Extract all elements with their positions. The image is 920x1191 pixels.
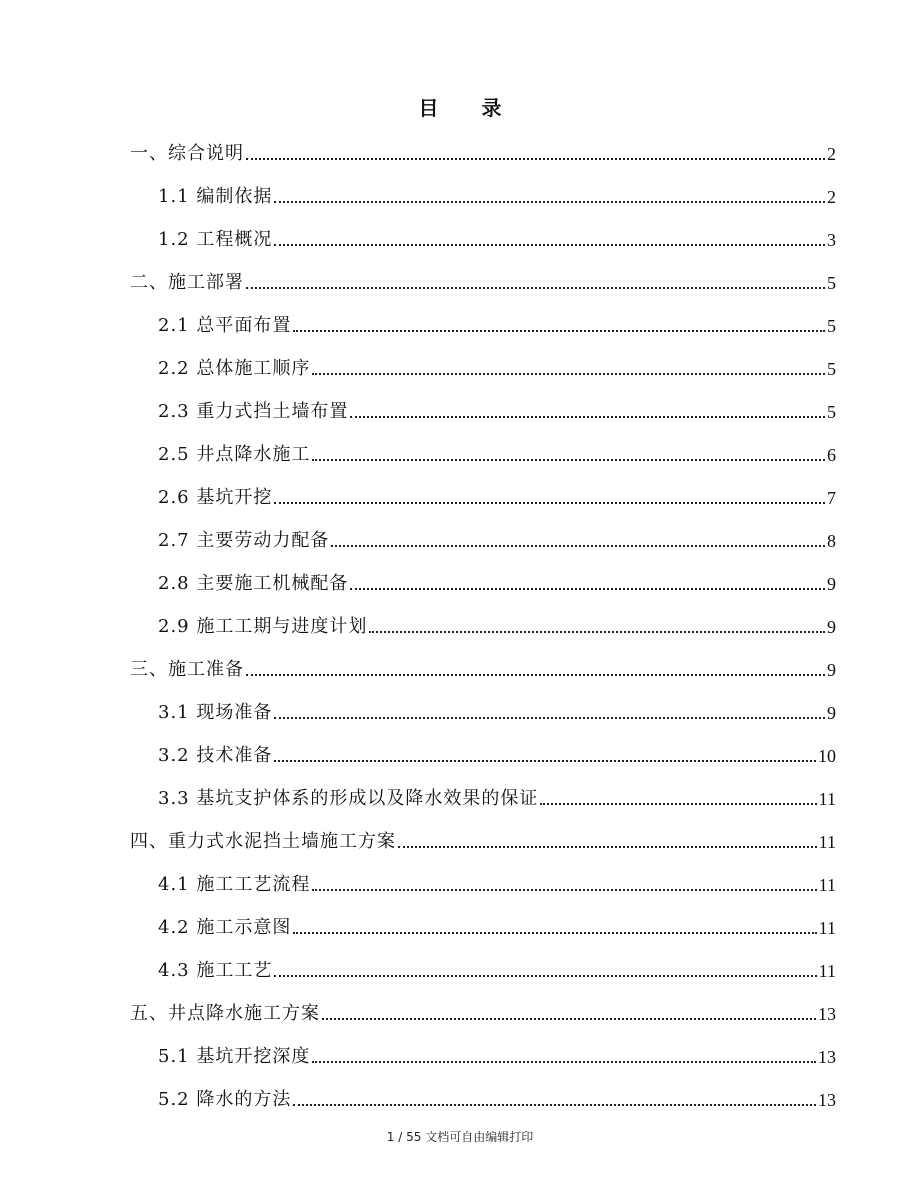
toc-subsection-entry[interactable] — [130, 773, 836, 816]
page-footer: 1 / 55 文档可自由编辑打印 — [386, 1130, 534, 1144]
dot-leader — [322, 1018, 816, 1020]
dot-leader — [246, 158, 825, 160]
toc-entry-page-number: 9 — [827, 660, 836, 680]
dot-leader — [246, 287, 825, 289]
toc-entry-page-number: 7 — [827, 488, 836, 508]
dot-leader — [398, 846, 817, 848]
toc-entry-label: 4.1 施工工艺流程 — [158, 874, 311, 895]
dot-leader — [246, 674, 825, 676]
toc-entry-page-number: 5 — [827, 359, 836, 379]
toc-section-entry[interactable] — [130, 816, 836, 859]
toc-section-entry[interactable] — [130, 988, 836, 1031]
toc-entry-label: 三、施工准备 — [130, 659, 244, 680]
dot-leader — [350, 416, 825, 418]
toc-entry-page-number: 9 — [827, 574, 836, 594]
dot-leader — [293, 330, 825, 332]
toc-subsection-entry[interactable] — [130, 343, 836, 386]
toc-entry-page-number: 5 — [827, 402, 836, 422]
dot-leader — [350, 588, 825, 590]
toc-subsection-entry[interactable] — [130, 171, 836, 214]
toc-entry-label: 2.6 基坑开挖 — [158, 487, 273, 508]
toc-entry-label: 3.2 技术准备 — [158, 745, 273, 766]
toc-entry-page-number: 2 — [827, 187, 836, 207]
dot-leader — [293, 932, 816, 934]
toc-entry-page-number: 10 — [818, 746, 836, 766]
toc-subsection-entry[interactable] — [130, 386, 836, 429]
toc-subsection-entry[interactable] — [130, 300, 836, 343]
toc-entry-label: 5.2 降水的方法 — [158, 1089, 292, 1110]
toc-entry-label: 五、井点降水施工方案 — [130, 1003, 320, 1024]
toc-subsection-entry[interactable] — [130, 1031, 836, 1074]
table-of-contents — [130, 128, 836, 1117]
toc-entry-page-number: 11 — [818, 875, 836, 895]
toc-entry-page-number: 9 — [827, 703, 836, 723]
dot-leader — [312, 459, 825, 461]
toc-entry-page-number: 11 — [818, 918, 836, 938]
toc-entry-page-number: 11 — [818, 789, 836, 809]
toc-subsection-entry[interactable] — [130, 945, 836, 988]
toc-entry-page-number: 8 — [827, 531, 836, 551]
dot-leader — [312, 889, 816, 891]
dot-leader — [274, 244, 825, 246]
toc-entry-label: 2.2 总体施工顺序 — [158, 358, 311, 379]
toc-entry-label: 四、重力式水泥挡土墙施工方案 — [130, 831, 396, 852]
toc-entry-label: 3.1 现场准备 — [158, 702, 273, 723]
toc-subsection-entry[interactable] — [130, 730, 836, 773]
toc-subsection-entry[interactable] — [130, 601, 836, 644]
toc-subsection-entry[interactable] — [130, 1074, 836, 1117]
toc-entry-label: 2.9 施工工期与进度计划 — [158, 616, 368, 637]
toc-section-entry[interactable] — [130, 644, 836, 687]
dot-leader — [312, 373, 825, 375]
toc-entry-page-number: 6 — [827, 445, 836, 465]
toc-entry-label: 2.3 重力式挡土墙布置 — [158, 401, 349, 422]
toc-section-entry[interactable] — [130, 128, 836, 171]
toc-entry-label: 2.5 井点降水施工 — [158, 444, 311, 465]
toc-title: 目 录 — [418, 96, 520, 120]
toc-subsection-entry[interactable] — [130, 214, 836, 257]
toc-section-entry[interactable] — [130, 257, 836, 300]
toc-entry-page-number: 2 — [827, 144, 836, 164]
toc-subsection-entry[interactable] — [130, 472, 836, 515]
dot-leader — [293, 1104, 816, 1106]
toc-entry-page-number: 9 — [827, 617, 836, 637]
toc-entry-label: 4.2 施工示意图 — [158, 917, 292, 938]
dot-leader — [369, 631, 825, 633]
toc-entry-label: 二、施工部署 — [130, 272, 244, 293]
toc-entry-label: 2.8 主要施工机械配备 — [158, 573, 349, 594]
toc-entry-label: 3.3 基坑支护体系的形成以及降水效果的保证 — [158, 788, 539, 809]
toc-subsection-entry[interactable] — [130, 429, 836, 472]
toc-subsection-entry[interactable] — [130, 902, 836, 945]
toc-entry-page-number: 5 — [827, 316, 836, 336]
dot-leader — [312, 1061, 816, 1063]
toc-entry-label: 4.3 施工工艺 — [158, 960, 273, 981]
toc-entry-label: 1.1 编制依据 — [158, 186, 273, 207]
toc-subsection-entry[interactable] — [130, 515, 836, 558]
toc-entry-label: 5.1 基坑开挖深度 — [158, 1046, 311, 1067]
toc-subsection-entry[interactable] — [130, 859, 836, 902]
toc-entry-label: 1.2 工程概况 — [158, 229, 273, 250]
toc-entry-label: 一、综合说明 — [130, 143, 244, 164]
toc-entry-page-number: 13 — [818, 1004, 836, 1024]
toc-entry-page-number: 11 — [818, 961, 836, 981]
dot-leader — [540, 803, 816, 805]
dot-leader — [331, 545, 825, 547]
toc-entry-page-number: 13 — [818, 1047, 836, 1067]
toc-entry-label: 2.1 总平面布置 — [158, 315, 292, 336]
dot-leader — [274, 717, 825, 719]
toc-entry-page-number: 13 — [818, 1090, 836, 1110]
dot-leader — [274, 502, 825, 504]
dot-leader — [274, 201, 825, 203]
toc-entry-label: 2.7 主要劳动力配备 — [158, 530, 330, 551]
toc-entry-page-number: 11 — [818, 832, 836, 852]
dot-leader — [274, 975, 816, 977]
toc-subsection-entry[interactable] — [130, 687, 836, 730]
dot-leader — [274, 760, 816, 762]
toc-subsection-entry[interactable] — [130, 558, 836, 601]
toc-entry-page-number: 3 — [827, 230, 836, 250]
toc-entry-page-number: 5 — [827, 273, 836, 293]
